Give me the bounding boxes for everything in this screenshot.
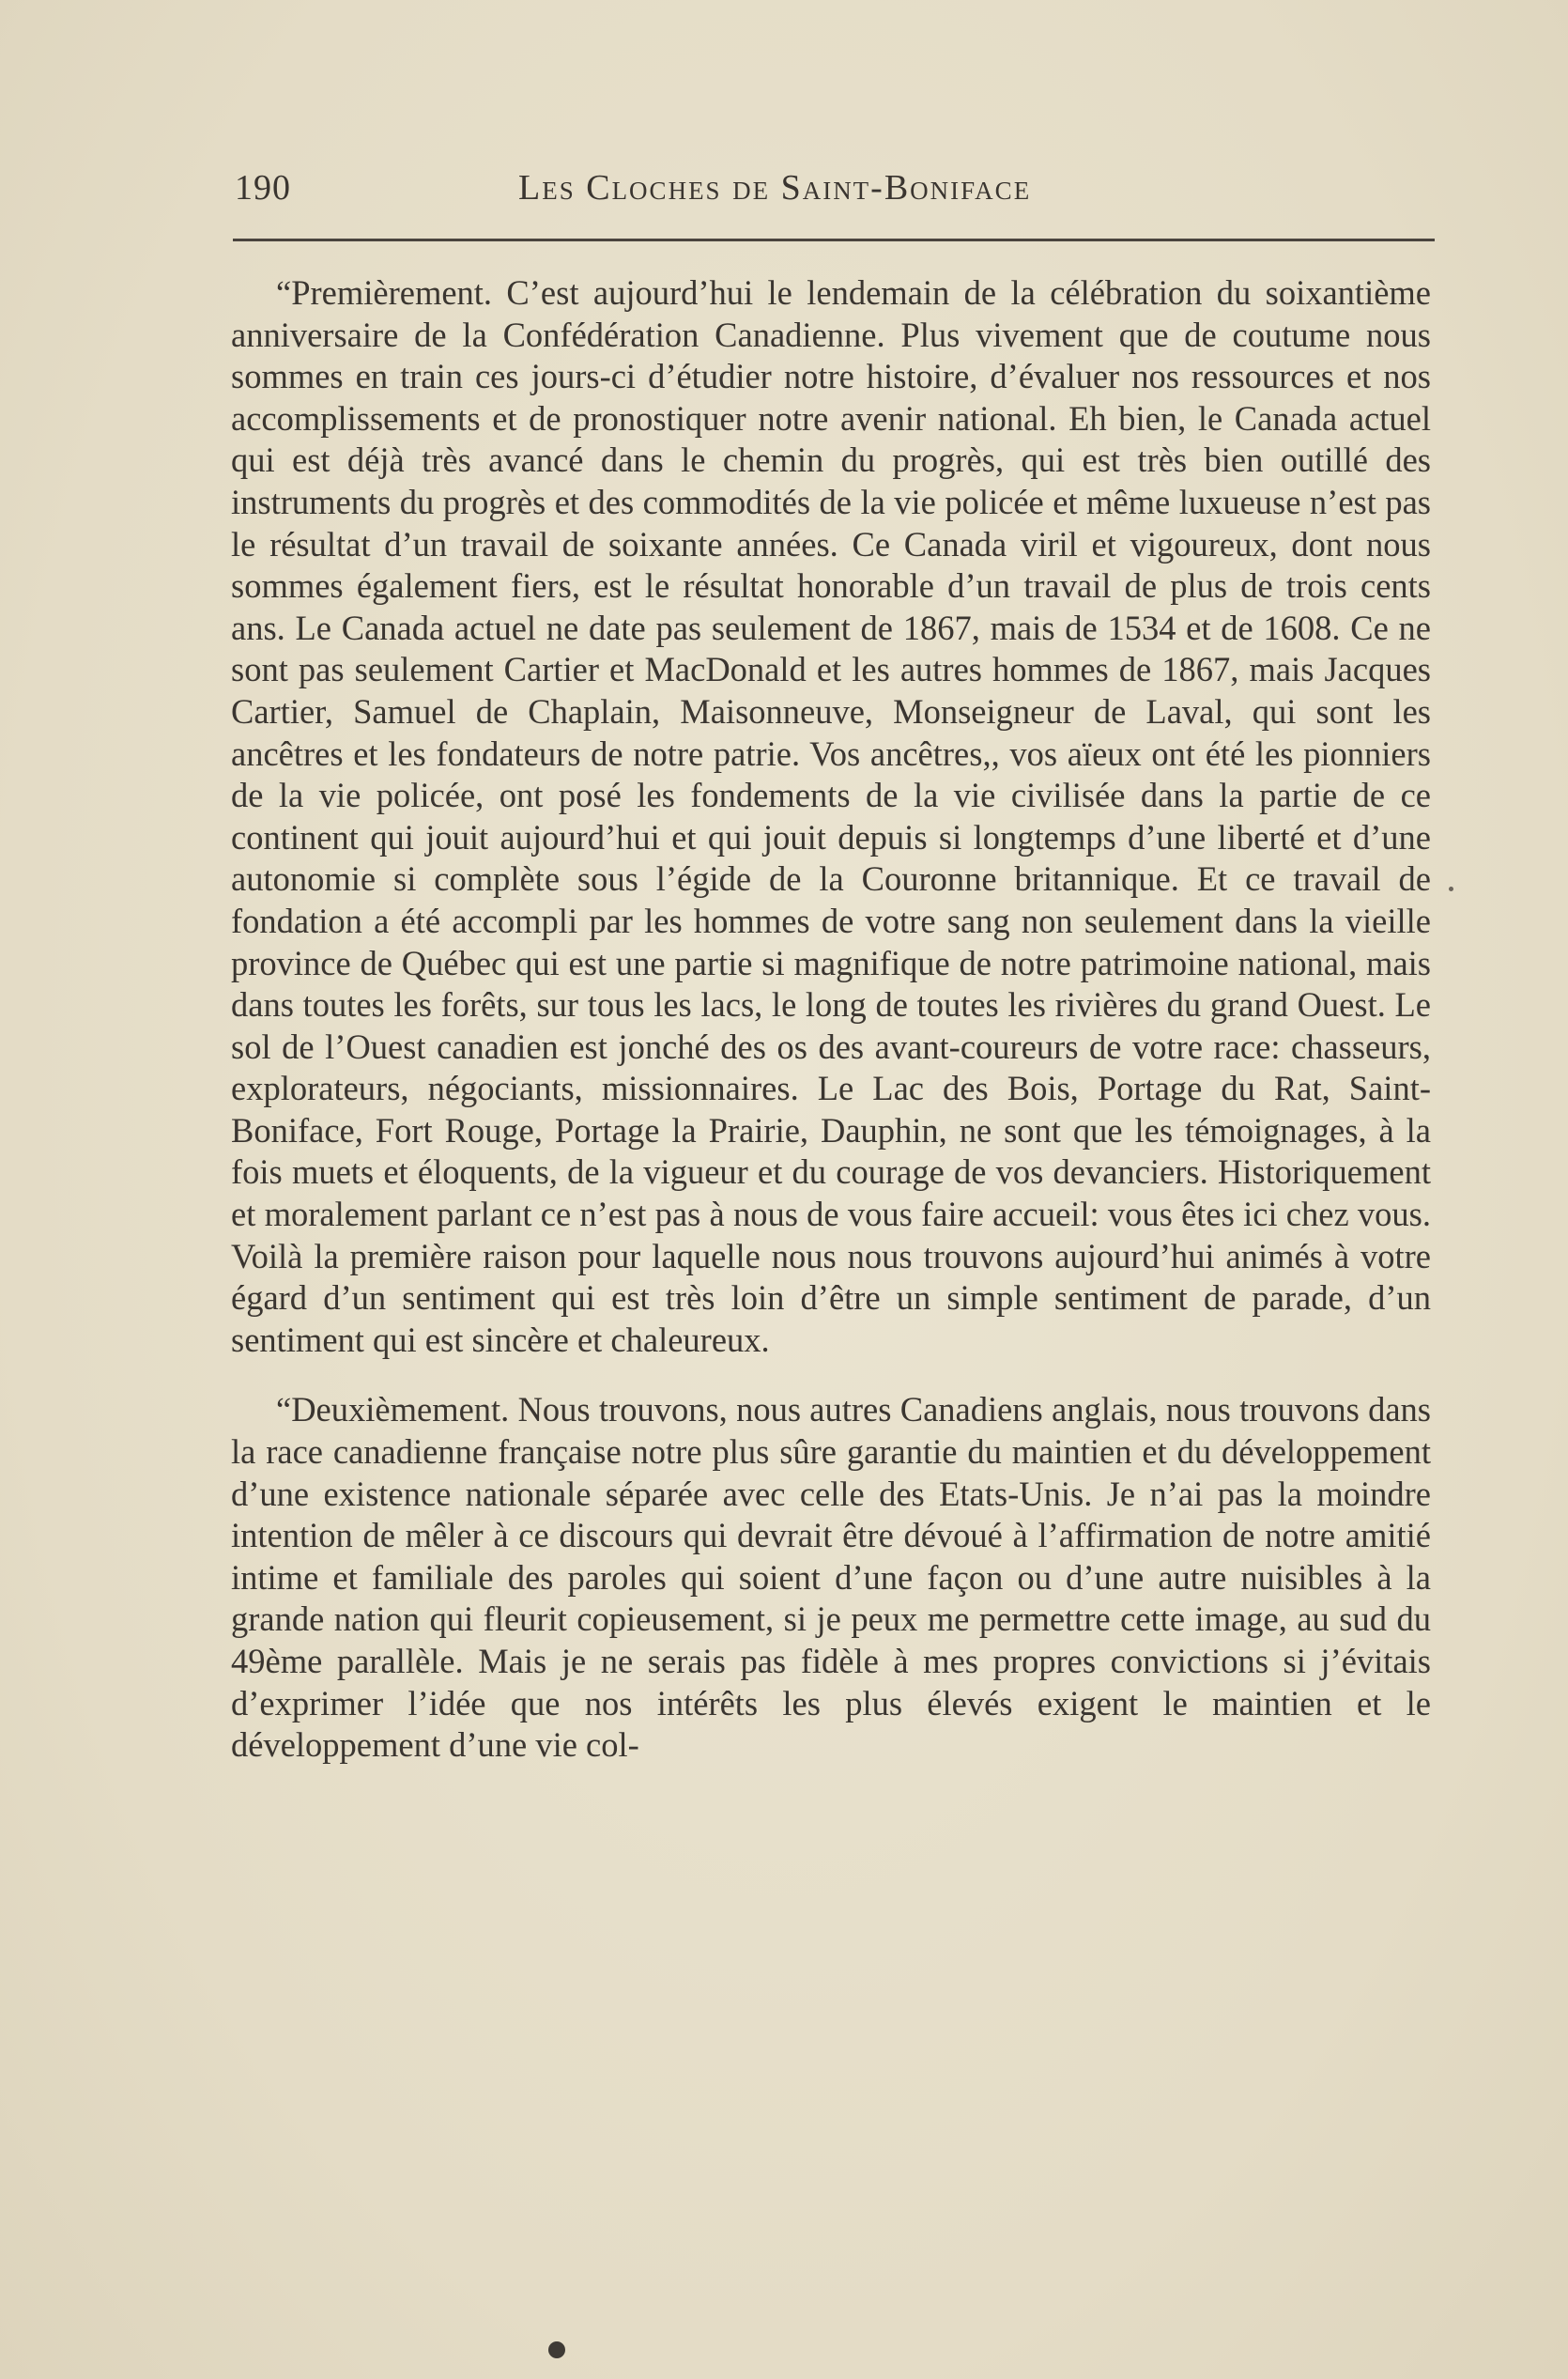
- page-header: [235, 167, 1435, 214]
- paragraph-deuxiemement: “Deuxièmement. Nous trouvons, nous autres Canadiens anglais, nous trouvons dans la race canadienne française notre plus sûre garantie du maintien et du développement d’une existence nationale séparée avec celle des Etats-Unis. Je n’ai pas la moindre intention de mêler à ce discours qui devrait être dévoué à l’affirmation de notre amitié intime et familiale des paroles qui soient d’une façon ou d’une autre nuisibles à la grande nation qui fleurit copieusement, si je peux me permettre cette image, au sud du 49ème parallèle. Mais je ne serais pas fidèle à mes propres convictions si j’évitais d’exprimer l’idée que nos intérêts les plus élevés exigent le maintien et le développement d’une vie col-: [231, 1390, 1431, 1765]
- body-text: [231, 272, 1431, 1767]
- header-rule: [233, 239, 1435, 241]
- page-number: 190: [235, 168, 291, 208]
- paper-speck: [1449, 887, 1453, 891]
- ink-spot: [548, 2341, 565, 2358]
- running-head: Les Cloches de Saint-Boniface: [518, 168, 1032, 208]
- paragraph-premierement: “Premièrement. C’est aujourd’hui le lendemain de la célébration du soixantième anniversaire de la Confédération Canadienne. Plus vivement que de coutume nous sommes en train ces jours-ci d’étudier notre histoire, d’évaluer nos ressources et nos accomplissements et de pronostiquer notre avenir national. Eh bien, le Canada actuel qui est déjà très avancé dans le chemin du progrès, qui est très bien outillé des instruments du progrès et des commodités de la vie policée et même luxueuse n’est pas le résultat d’un travail de soixante années. Ce Canada viril et vigoureux, dont nous sommes également fiers, est le résultat honorable d’un travail de plus de trois cents ans. Le Canada actuel ne date pas seulement de 1867, mais de 1534 et de 1608. Ce ne sont pas seulement Cartier et MacDonald et les autres hommes de 1867, mais Jacques Cartier, Samuel de Chaplain, Maisonneuve, Monseigneur de Laval, qui sont les ancêtres et les fondateurs de notre patrie. Vos ancêtres,, vos aïeux ont été les pionniers de la vie policée, ont posé les fondements de la vie civilisée dans la partie de ce continent qui jouit aujourd’hui et qui jouit depuis si longtemps d’une liberté et d’une autonomie si complète sous l’égide de la Couronne britannique. Et ce travail de fondation a été accompli par les hommes de votre sang non seulement dans la vieille province de Québec qui est une partie si magnifique de notre patrimoine national, mais dans toutes les forêts, sur tous les lacs, le long de toutes les rivières du grand Ouest. Le sol de l’Ouest canadien est jonché des os des avant-coureurs de votre race: chasseurs, explorateurs, négociants, missionnaires. Le Lac des Bois, Portage du Rat, Saint-Boniface, Fort Rouge, Portage la Prairie, Dauphin, ne sont que les témoignages, à la fois muets et éloquents, de la vigueur et du courage de vos devanciers. Historiquement et moralement parlant ce n’est pas à nous de vous faire accueil: vous êtes ici chez vous. Voilà la première raison pour laquelle nous nous trouvons aujourd’hui animés à votre égard d’un sentiment qui est très loin d’être un simple sentiment de parade, d’un sentiment qui est sincère et chaleureux.: [231, 273, 1431, 1359]
